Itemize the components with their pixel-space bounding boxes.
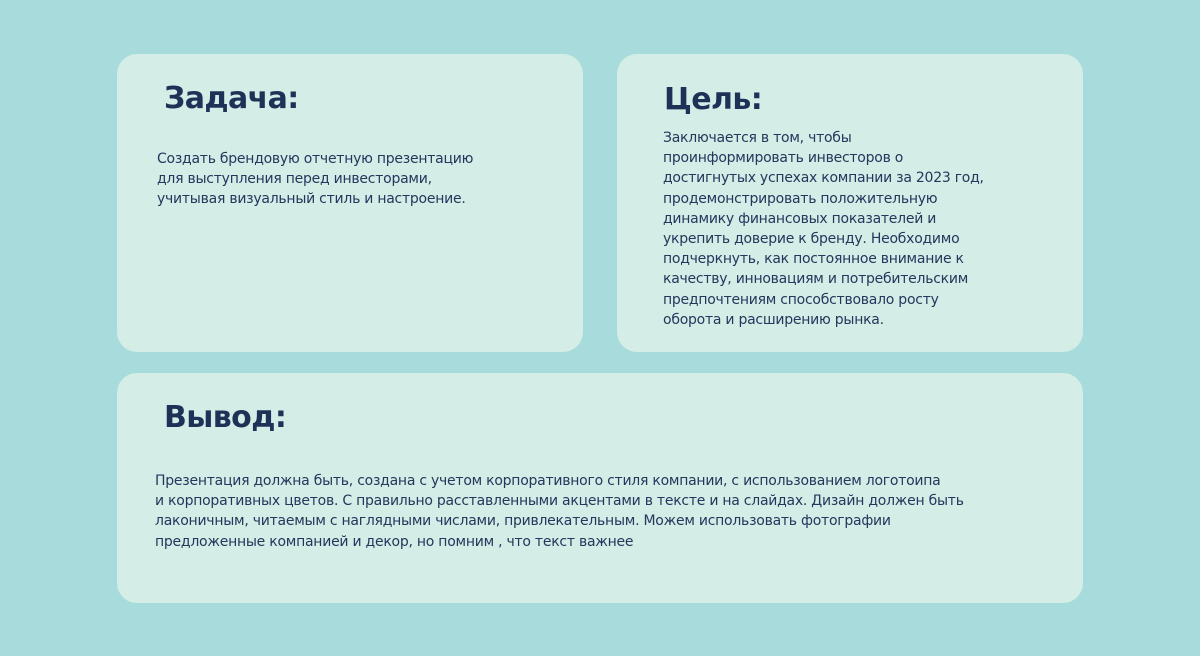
conclusion-title: Вывод: xyxy=(164,400,287,435)
goal-card xyxy=(617,54,1083,352)
conclusion-card xyxy=(117,373,1083,603)
task-text: Создать брендовую отчетную презентацию для выступления перед инвесторами, учитывая визуальный стиль и настроение. xyxy=(157,151,474,208)
conclusion-text: Презентация должна быть, создана с учетом корпоративного стиля компании, с использованием логотоипа и корпоративных цветов. С правильно расставленными акцентами в тексте и на слайдах. Дизайн должен быть лаконичным, читаемым с наглядными числами, привлекательным. Можем использовать фотографии предложенные компанией и декор, но помним , что текст важнее xyxy=(155,473,964,550)
goal-title: Цель: xyxy=(664,82,763,117)
task-card xyxy=(117,54,583,352)
goal-text: Заключается в том, чтобы проинформировать инвесторов о достигнутых успехах компании за 2023 год, продемонстрировать положительную динамику финансовых показателей и укрепить доверие к бренду. Необходимо подчеркнуть, как постоянное внимание к качеству, инновациям и потребительским предпочтениям способствовало росту оборота и расширению рынка. xyxy=(663,130,984,328)
task-title: Задача: xyxy=(164,81,299,116)
